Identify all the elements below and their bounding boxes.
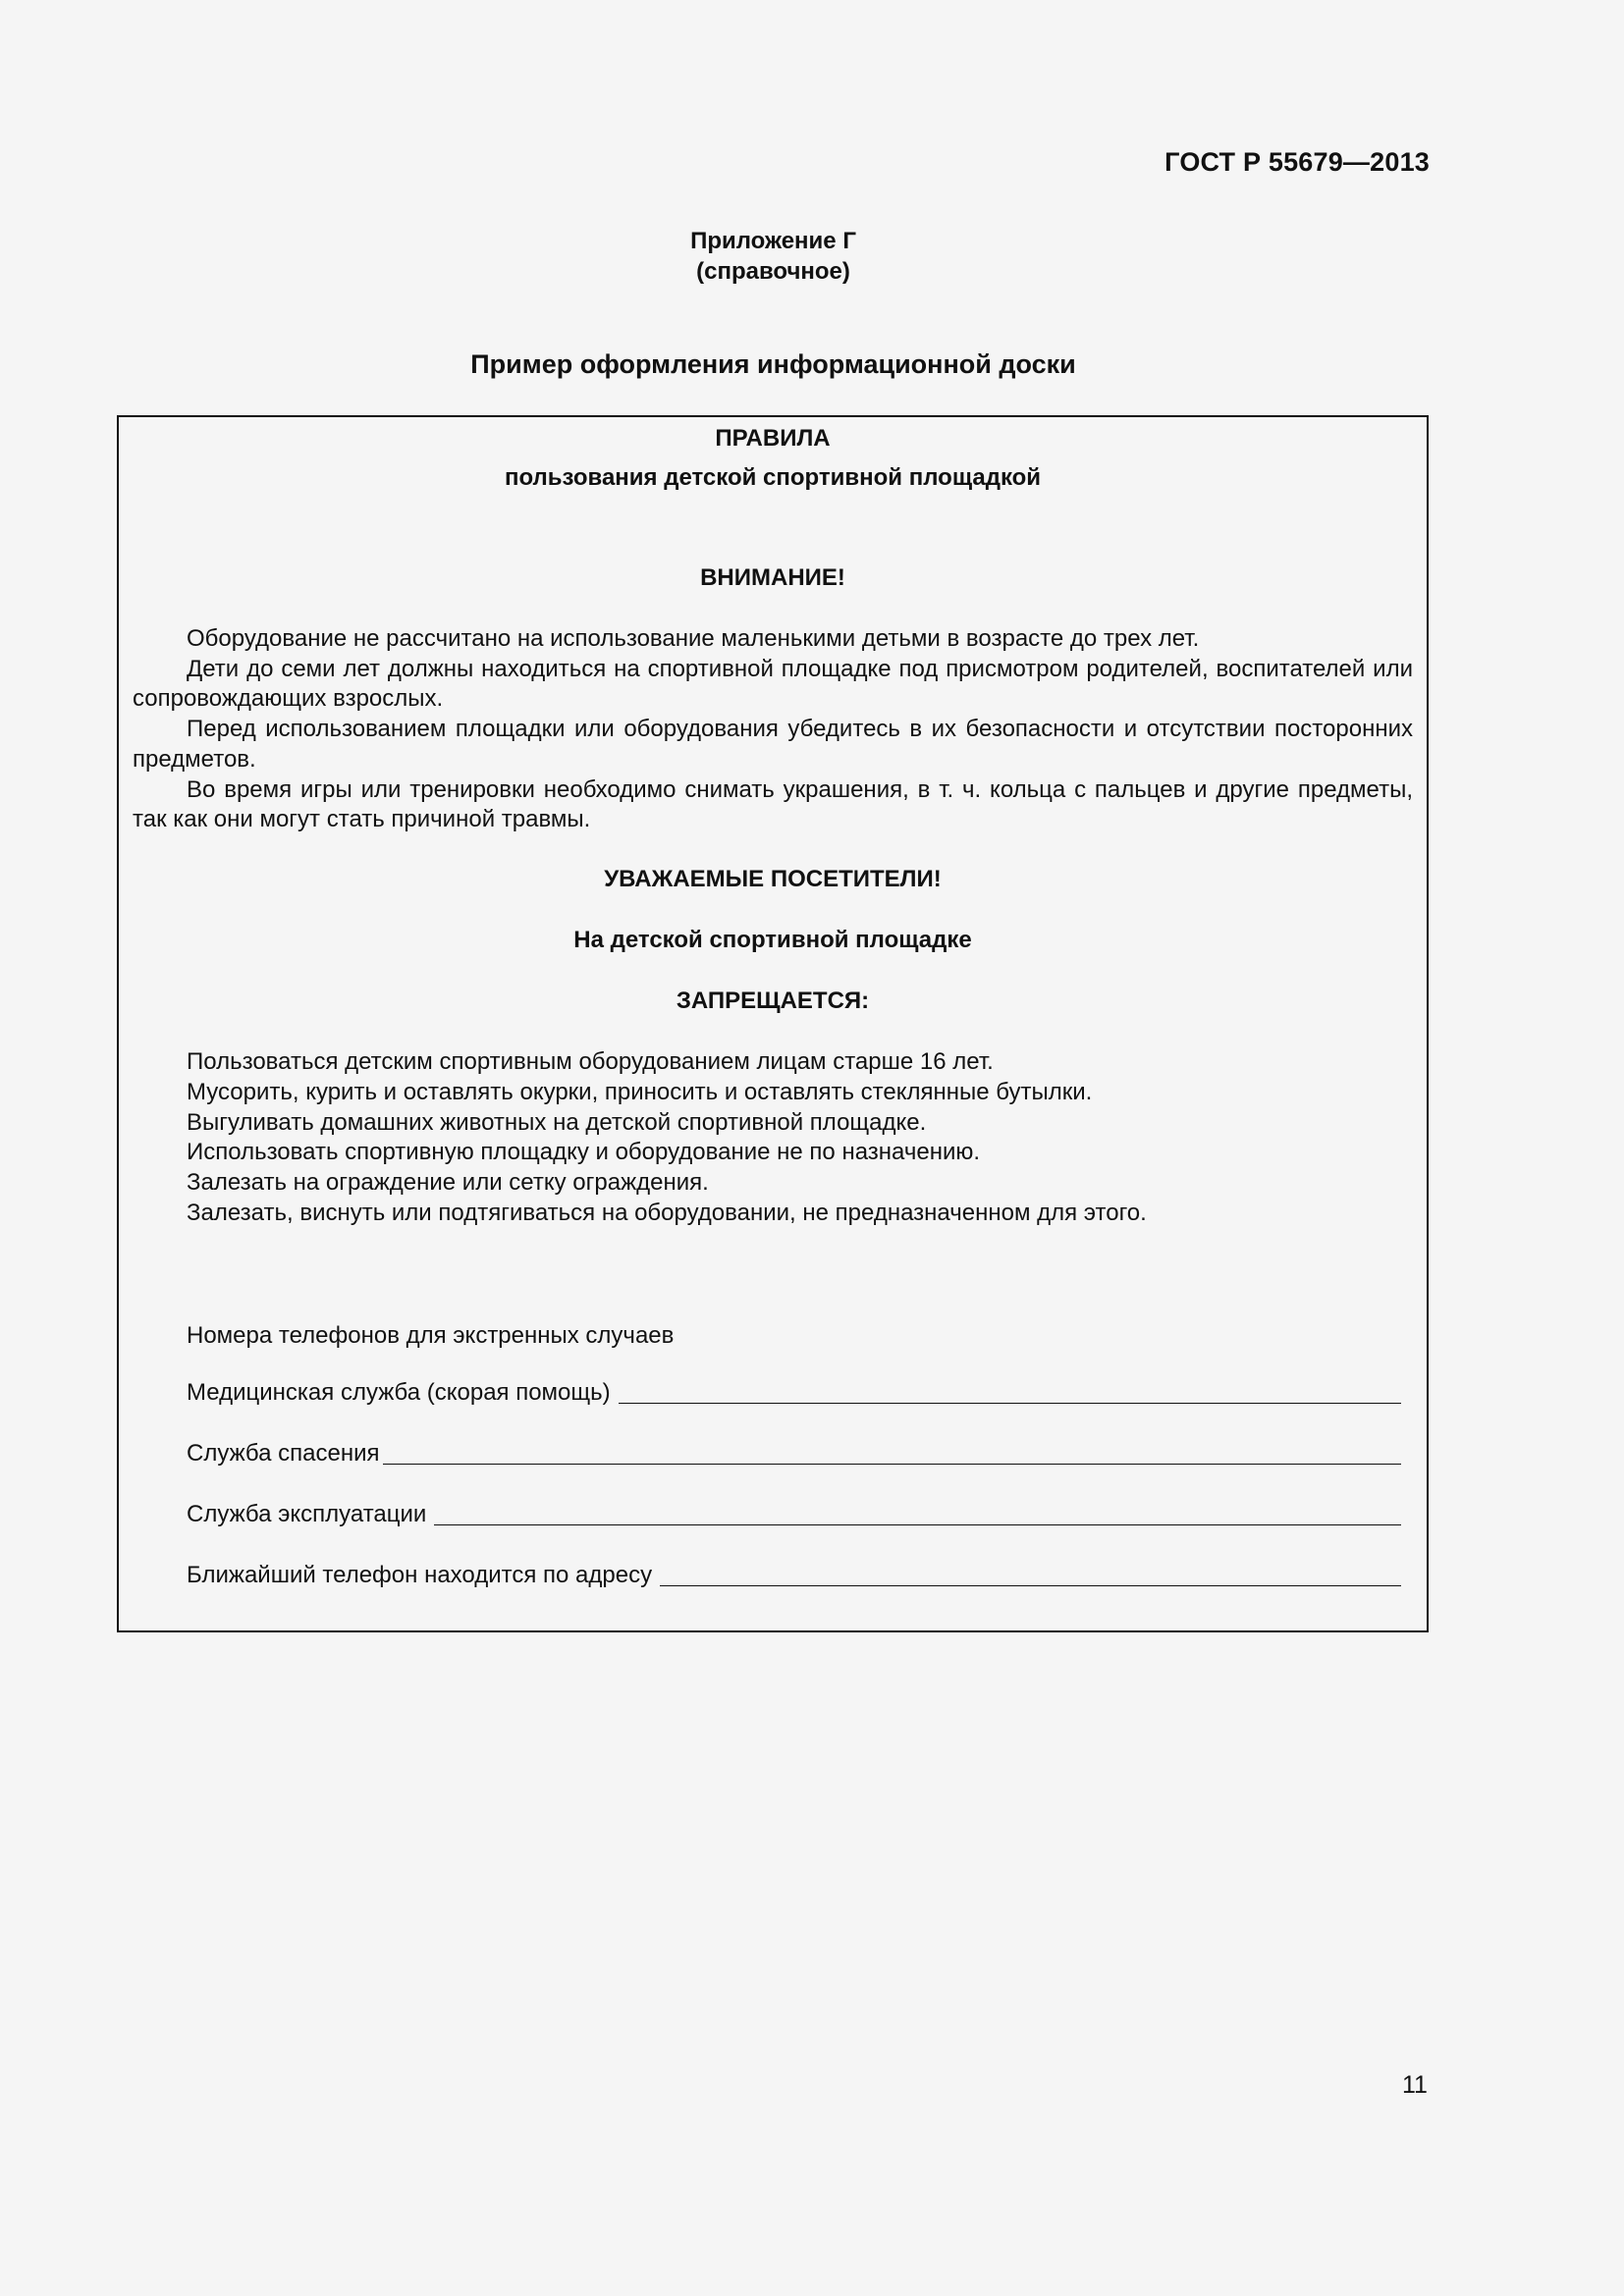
- attention-paragraph: Во время игры или тренировки необходимо снимать украшения, в т. ч. кольца с пальцев и другие предметы, так как они могут стать причиной травмы.: [133, 775, 1413, 833]
- list-item: Выгуливать домашних животных на детской спортивной площадке.: [187, 1108, 927, 1136]
- phone-field-rescue: [187, 1440, 1401, 1468]
- on-playground-heading: На детской спортивной площадке: [573, 927, 972, 953]
- attention-paragraph: Перед использованием площадки или оборудования убедитесь в их безопасности и отсутствии посторонних предметов.: [133, 716, 1413, 773]
- page-number: 11: [1402, 2071, 1428, 2099]
- board-title: ПРАВИЛА: [715, 425, 831, 452]
- attention-paragraph: Дети до семи лет должны находиться на спортивной площадке под присмотром родителей, воспитателей или сопровождающих взрослых.: [133, 655, 1413, 713]
- list-item: Залезать, виснуть или подтягиваться на оборудовании, не предназначенном для этого.: [187, 1199, 1147, 1226]
- board-subtitle: пользования детской спортивной площадкой: [504, 464, 1042, 491]
- phone-field-medical: [187, 1379, 1401, 1407]
- info-board: [117, 415, 1429, 1632]
- fill-in-line: [434, 1523, 1401, 1525]
- phones-title: Номера телефонов для экстренных случаев: [187, 1322, 675, 1349]
- visitors-heading: УВАЖАЕМЫЕ ПОСЕТИТЕЛИ!: [604, 866, 942, 892]
- appendix-title: Приложение Г: [690, 228, 856, 254]
- attention-paragraphs: [133, 624, 1413, 835]
- attention-heading: ВНИМАНИЕ!: [700, 564, 845, 591]
- forbidden-heading: ЗАПРЕЩАЕТСЯ:: [676, 988, 870, 1014]
- phone-label: Медицинская служба (скорая помощь): [187, 1379, 611, 1406]
- list-item: Залезать на ограждение или сетку ограждения.: [187, 1169, 709, 1197]
- fill-in-line: [383, 1463, 1402, 1465]
- phone-field-maintenance: [187, 1501, 1401, 1528]
- phone-label: Ближайший телефон находится по адресу: [187, 1562, 653, 1588]
- list-item: Использовать спортивную площадку и оборудование не по назначению.: [187, 1139, 981, 1166]
- phone-label: Служба эксплуатации: [187, 1501, 427, 1527]
- fill-in-line: [619, 1402, 1401, 1404]
- fill-in-line: [660, 1584, 1401, 1586]
- attention-paragraph: Оборудование не рассчитано на использование маленькими детьми в возрасте до трех лет.: [187, 625, 1200, 652]
- forbidden-list: [187, 1047, 1413, 1229]
- list-item: Пользоваться детским спортивным оборудованием лицам старше 16 лет.: [187, 1048, 994, 1075]
- document-code: ГОСТ Р 55679—2013: [1164, 147, 1430, 177]
- phone-field-nearest: [187, 1562, 1401, 1589]
- example-title: Пример оформления информационной доски: [470, 349, 1076, 379]
- phone-label: Служба спасения: [187, 1440, 380, 1467]
- appendix-subtitle: (справочное): [696, 258, 850, 285]
- appendix-heading: [0, 226, 1546, 287]
- list-item: Мусорить, курить и оставлять окурки, приносить и оставлять стеклянные бутылки.: [187, 1078, 1093, 1105]
